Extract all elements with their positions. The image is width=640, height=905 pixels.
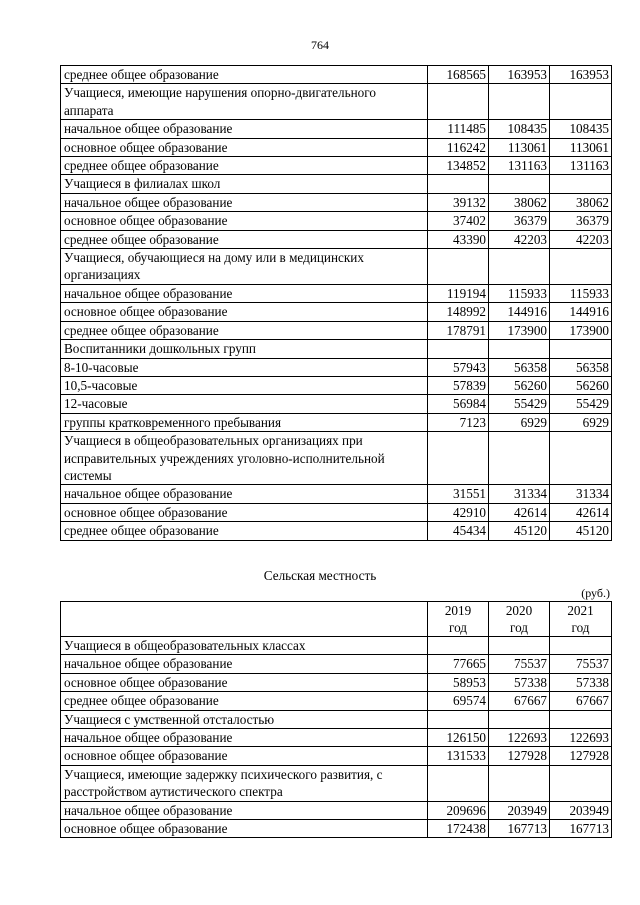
row-label: основное общее образование bbox=[61, 673, 428, 691]
value-2019: 39132 bbox=[428, 193, 489, 211]
row-label: Учащиеся в общеобразовательных классах bbox=[61, 637, 428, 655]
table-row bbox=[61, 655, 612, 673]
value-2021: 167713 bbox=[550, 820, 612, 838]
value-2019: 37402 bbox=[428, 212, 489, 230]
value-2020 bbox=[489, 637, 550, 655]
row-label: Воспитанники дошкольных групп bbox=[61, 340, 428, 358]
row-label: начальное общее образование bbox=[61, 729, 428, 747]
value-2020: 36379 bbox=[489, 212, 550, 230]
row-label: основное общее образование bbox=[61, 747, 428, 765]
value-2019 bbox=[428, 249, 489, 285]
value-2021: 75537 bbox=[550, 655, 612, 673]
value-2019: 172438 bbox=[428, 820, 489, 838]
row-label: среднее общее образование bbox=[61, 157, 428, 175]
table-row bbox=[61, 673, 612, 691]
row-label: основное общее образование bbox=[61, 820, 428, 838]
value-2021: 113061 bbox=[550, 138, 612, 156]
table-row bbox=[61, 84, 612, 120]
value-2020: 57338 bbox=[489, 673, 550, 691]
page-number: 764 bbox=[311, 38, 329, 52]
row-label: начальное общее образование bbox=[61, 193, 428, 211]
value-2019: 131533 bbox=[428, 747, 489, 765]
value-2020: 42203 bbox=[489, 230, 550, 248]
row-label: Учащиеся, имеющие нарушения опорно-двигательного аппарата bbox=[61, 84, 428, 120]
value-2020 bbox=[489, 432, 550, 485]
value-2021: 144916 bbox=[550, 303, 612, 321]
value-2019 bbox=[428, 637, 489, 655]
table-row bbox=[61, 692, 612, 710]
value-2021 bbox=[550, 84, 612, 120]
value-2020 bbox=[489, 175, 550, 193]
table-row bbox=[61, 230, 612, 248]
value-2021: 31334 bbox=[550, 485, 612, 503]
value-2019: 42910 bbox=[428, 503, 489, 521]
table-row bbox=[61, 358, 612, 376]
value-2019 bbox=[428, 432, 489, 485]
value-2021: 6929 bbox=[550, 413, 612, 431]
value-2019: 77665 bbox=[428, 655, 489, 673]
row-label: среднее общее образование bbox=[61, 230, 428, 248]
header-year-word: год bbox=[448, 620, 467, 635]
value-2021: 55429 bbox=[550, 395, 612, 413]
value-2019 bbox=[428, 710, 489, 728]
table-row bbox=[61, 249, 612, 285]
header-label-cell bbox=[61, 602, 428, 637]
row-label: 10,5-часовые bbox=[61, 376, 428, 394]
row-label: начальное общее образование bbox=[61, 284, 428, 302]
value-2019: 57839 bbox=[428, 376, 489, 394]
value-2019: 178791 bbox=[428, 321, 489, 339]
table-row bbox=[61, 485, 612, 503]
value-2019: 116242 bbox=[428, 138, 489, 156]
section-title-rural: Сельская местность bbox=[263, 568, 377, 583]
value-2019: 69574 bbox=[428, 692, 489, 710]
row-label: Учащиеся, имеющие задержку психического развития, с расстройством аутистического спектра bbox=[61, 765, 428, 801]
value-2021: 42203 bbox=[550, 230, 612, 248]
value-2019: 43390 bbox=[428, 230, 489, 248]
value-2019 bbox=[428, 84, 489, 120]
table-row bbox=[61, 212, 612, 230]
value-2021 bbox=[550, 340, 612, 358]
value-2021: 115933 bbox=[550, 284, 612, 302]
table-row bbox=[61, 66, 612, 84]
row-label: начальное общее образование bbox=[61, 485, 428, 503]
value-2020: 75537 bbox=[489, 655, 550, 673]
row-label: начальное общее образование bbox=[61, 655, 428, 673]
value-2019: 168565 bbox=[428, 66, 489, 84]
value-2021: 36379 bbox=[550, 212, 612, 230]
value-2019 bbox=[428, 340, 489, 358]
value-2019: 56984 bbox=[428, 395, 489, 413]
value-2021: 203949 bbox=[550, 801, 612, 819]
rural-cost-table bbox=[60, 601, 612, 838]
header-year-2021 bbox=[550, 602, 612, 637]
value-2020 bbox=[489, 710, 550, 728]
header-year-value: 2020 bbox=[505, 603, 533, 618]
table-row bbox=[61, 175, 612, 193]
value-2020: 55429 bbox=[489, 395, 550, 413]
value-2019: 134852 bbox=[428, 157, 489, 175]
value-2020: 42614 bbox=[489, 503, 550, 521]
table-row bbox=[61, 801, 612, 819]
value-2021: 108435 bbox=[550, 120, 612, 138]
value-2020: 67667 bbox=[489, 692, 550, 710]
header-year-word: год bbox=[509, 620, 528, 635]
row-label: среднее общее образование bbox=[61, 66, 428, 84]
value-2021: 163953 bbox=[550, 66, 612, 84]
value-2020: 115933 bbox=[489, 284, 550, 302]
value-2020 bbox=[489, 249, 550, 285]
value-2019: 7123 bbox=[428, 413, 489, 431]
rural-cost-table-body bbox=[61, 637, 612, 838]
value-2021: 57338 bbox=[550, 673, 612, 691]
value-2021: 127928 bbox=[550, 747, 612, 765]
value-2019 bbox=[428, 765, 489, 801]
row-label: Учащиеся в филиалах школ bbox=[61, 175, 428, 193]
value-2021 bbox=[550, 765, 612, 801]
row-label: группы кратковременного пребывания bbox=[61, 413, 428, 431]
value-2021: 45120 bbox=[550, 522, 612, 540]
value-2019: 119194 bbox=[428, 284, 489, 302]
value-2021: 56260 bbox=[550, 376, 612, 394]
value-2021: 56358 bbox=[550, 358, 612, 376]
row-label: Учащиеся с умственной отсталостью bbox=[61, 710, 428, 728]
value-2021: 122693 bbox=[550, 729, 612, 747]
value-2021: 38062 bbox=[550, 193, 612, 211]
value-2020: 203949 bbox=[489, 801, 550, 819]
value-2020 bbox=[489, 765, 550, 801]
value-2021: 131163 bbox=[550, 157, 612, 175]
table-row bbox=[61, 503, 612, 521]
table-row bbox=[61, 321, 612, 339]
table-row bbox=[61, 157, 612, 175]
value-2020: 127928 bbox=[489, 747, 550, 765]
header-year-word: год bbox=[571, 620, 590, 635]
table-row bbox=[61, 637, 612, 655]
value-2019: 111485 bbox=[428, 120, 489, 138]
value-2019: 126150 bbox=[428, 729, 489, 747]
row-label: 12-часовые bbox=[61, 395, 428, 413]
value-2020: 113061 bbox=[489, 138, 550, 156]
value-2020: 108435 bbox=[489, 120, 550, 138]
table-row bbox=[61, 284, 612, 302]
value-2019: 57943 bbox=[428, 358, 489, 376]
row-label: основное общее образование bbox=[61, 138, 428, 156]
value-2020: 122693 bbox=[489, 729, 550, 747]
value-2020: 167713 bbox=[489, 820, 550, 838]
unit-note: (руб.) bbox=[581, 586, 610, 600]
value-2020: 144916 bbox=[489, 303, 550, 321]
header-row bbox=[61, 602, 612, 637]
row-label: начальное общее образование bbox=[61, 120, 428, 138]
value-2019: 58953 bbox=[428, 673, 489, 691]
value-2021 bbox=[550, 175, 612, 193]
header-year-2019 bbox=[428, 602, 489, 637]
value-2020: 38062 bbox=[489, 193, 550, 211]
table-row bbox=[61, 522, 612, 540]
value-2020: 6929 bbox=[489, 413, 550, 431]
row-label: основное общее образование bbox=[61, 503, 428, 521]
value-2019: 31551 bbox=[428, 485, 489, 503]
row-label: Учащиеся в общеобразовательных организациях при исправительных учреждениях уголовно-исполнительной системы bbox=[61, 432, 428, 485]
header-year-value: 2019 bbox=[444, 603, 472, 618]
value-2021 bbox=[550, 637, 612, 655]
table-row bbox=[61, 820, 612, 838]
value-2020: 31334 bbox=[489, 485, 550, 503]
value-2019 bbox=[428, 175, 489, 193]
value-2021 bbox=[550, 432, 612, 485]
value-2021 bbox=[550, 710, 612, 728]
row-label: основное общее образование bbox=[61, 303, 428, 321]
row-label: начальное общее образование bbox=[61, 801, 428, 819]
value-2020: 56358 bbox=[489, 358, 550, 376]
table-row bbox=[61, 120, 612, 138]
value-2020 bbox=[489, 340, 550, 358]
table-row bbox=[61, 138, 612, 156]
row-label: среднее общее образование bbox=[61, 692, 428, 710]
row-label: Учащиеся, обучающиеся на дому или в медицинских организациях bbox=[61, 249, 428, 285]
value-2021: 67667 bbox=[550, 692, 612, 710]
table-row bbox=[61, 413, 612, 431]
urban-cost-table bbox=[60, 65, 612, 541]
row-label: основное общее образование bbox=[61, 212, 428, 230]
table-row bbox=[61, 747, 612, 765]
header-year-value: 2021 bbox=[567, 603, 594, 618]
table-row bbox=[61, 765, 612, 801]
row-label: среднее общее образование bbox=[61, 321, 428, 339]
value-2019: 148992 bbox=[428, 303, 489, 321]
table-row bbox=[61, 376, 612, 394]
table-row bbox=[61, 303, 612, 321]
rural-table-header bbox=[61, 602, 612, 637]
table-row bbox=[61, 340, 612, 358]
table-row bbox=[61, 729, 612, 747]
table-row bbox=[61, 395, 612, 413]
value-2019: 209696 bbox=[428, 801, 489, 819]
table-row bbox=[61, 432, 612, 485]
row-label: среднее общее образование bbox=[61, 522, 428, 540]
value-2020: 163953 bbox=[489, 66, 550, 84]
value-2021 bbox=[550, 249, 612, 285]
value-2020: 56260 bbox=[489, 376, 550, 394]
value-2021: 173900 bbox=[550, 321, 612, 339]
table-row bbox=[61, 193, 612, 211]
header-year-2020 bbox=[489, 602, 550, 637]
value-2020 bbox=[489, 84, 550, 120]
value-2021: 42614 bbox=[550, 503, 612, 521]
row-label: 8-10-часовые bbox=[61, 358, 428, 376]
table-row bbox=[61, 710, 612, 728]
value-2020: 45120 bbox=[489, 522, 550, 540]
value-2020: 173900 bbox=[489, 321, 550, 339]
value-2020: 131163 bbox=[489, 157, 550, 175]
value-2019: 45434 bbox=[428, 522, 489, 540]
urban-cost-table-body bbox=[61, 66, 612, 541]
